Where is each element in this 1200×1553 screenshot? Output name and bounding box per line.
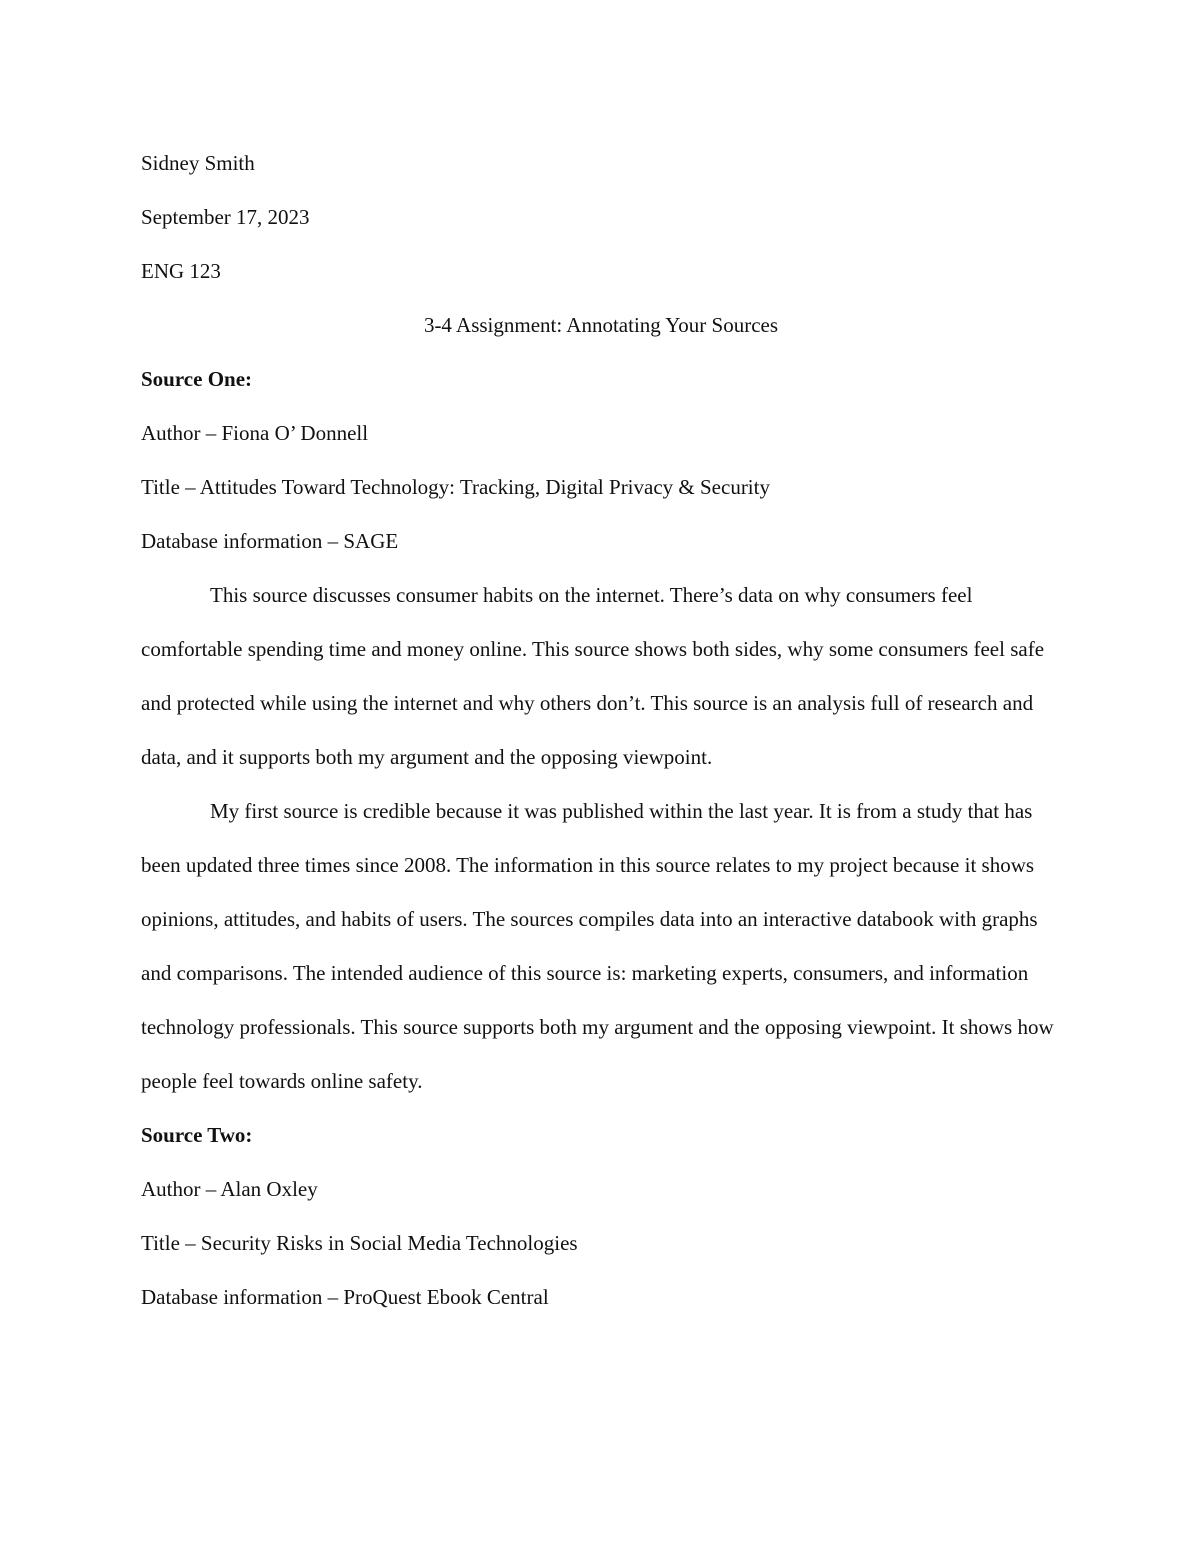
source-one-title: Title – Attitudes Toward Technology: Tracking, Digital Privacy & Security <box>141 475 770 499</box>
source-two-database: Database information – ProQuest Ebook Central <box>141 1285 549 1309</box>
source-one-database: Database information – SAGE <box>141 529 399 553</box>
course-code: ENG 123 <box>141 259 221 283</box>
document-title: 3-4 Assignment: Annotating Your Sources <box>423 313 779 337</box>
student-name: Sidney Smith <box>141 151 255 175</box>
document-body <box>141 136 1061 1324</box>
source-one-author: Author – Fiona O’ Donnell <box>141 421 369 445</box>
source-two-heading: Source Two: <box>141 1123 253 1147</box>
source-two-title: Title – Security Risks in Social Media Technologies <box>141 1231 578 1255</box>
submission-date: September 17, 2023 <box>141 205 310 229</box>
source-one-summary-paragraph: This source discusses consumer habits on the internet. There’s data on why consumers feel comfortable spending time and money online. This source shows both sides, why some consumers feel safe and protected while using the internet and why others don’t. This source is an analysis full of research and data, and it supports both my argument and the opposing viewpoint. <box>141 583 1045 769</box>
source-two-author: Author – Alan Oxley <box>141 1177 318 1201</box>
source-one-credibility-paragraph: My first source is credible because it was published within the last year. It is from a study that has been updated three times since 2008. The information in this source relates to my project because it shows opinions, attitudes, and habits of users. The sources compiles data into an interactive databook with graphs and comparisons. The intended audience of this source is: marketing experts, consumers, and information technology professionals. This source supports both my argument and the opposing viewpoint. It shows how people feel towards online safety. <box>141 799 1054 1093</box>
source-one-heading: Source One: <box>141 367 253 391</box>
